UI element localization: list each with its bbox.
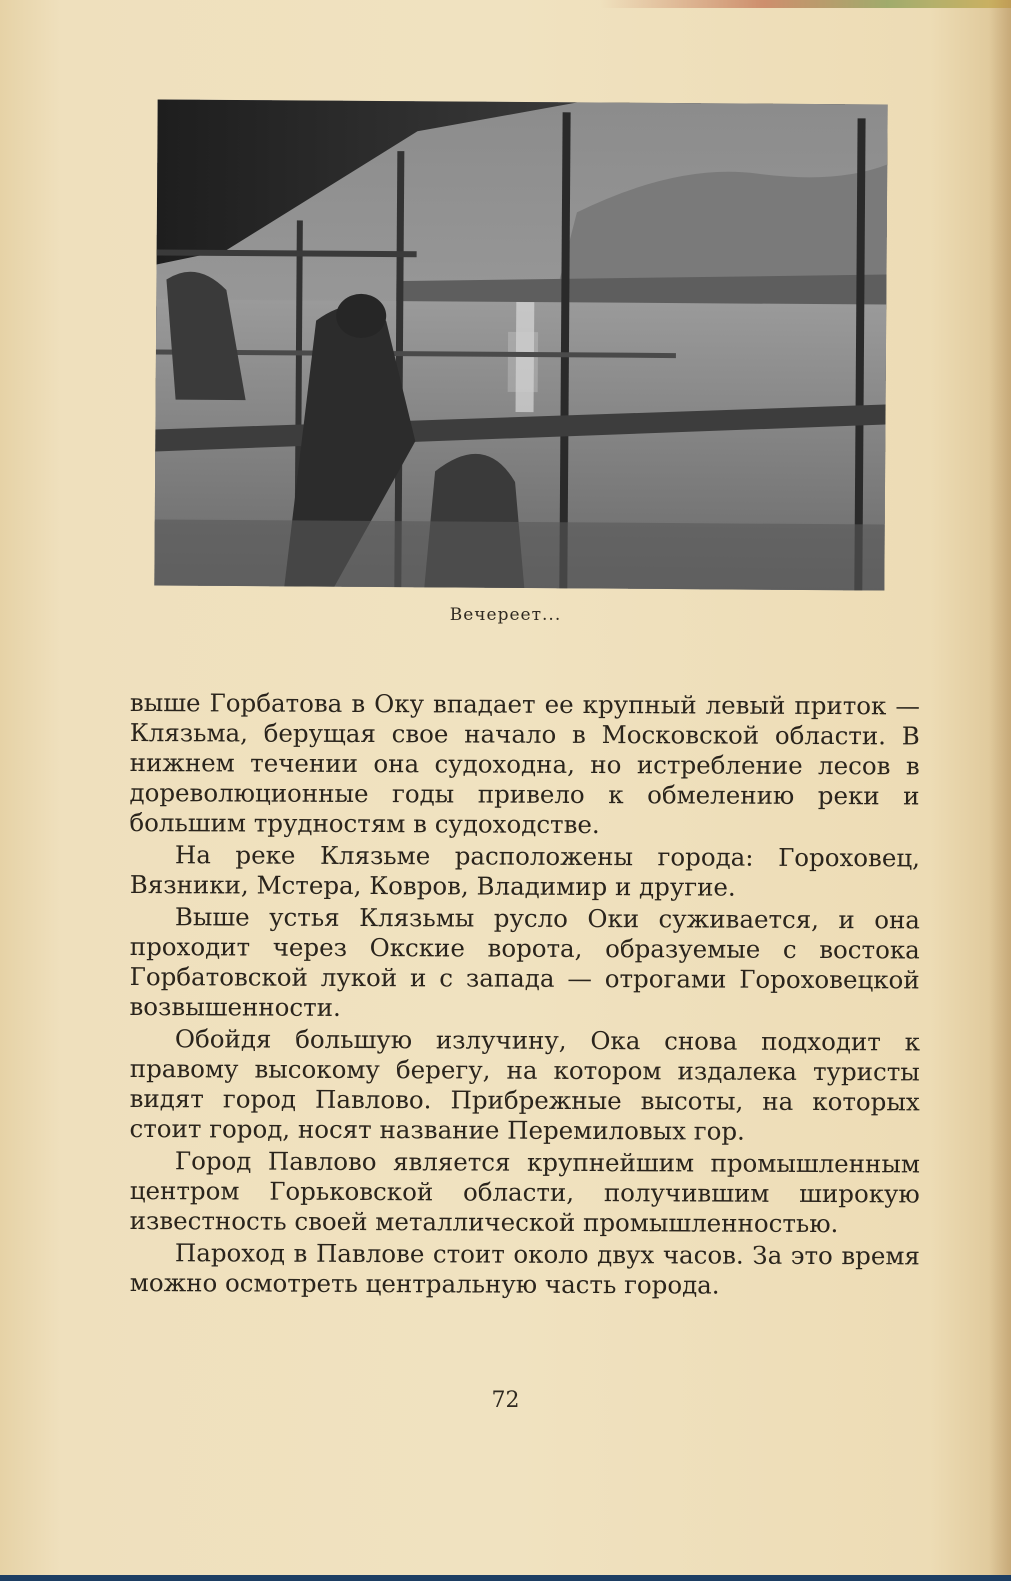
page-edge-shadow	[989, 0, 1011, 1581]
evening-river-photo	[154, 99, 887, 590]
paragraph-3: Выше устья Клязьмы русло Оки суживается, и она проходит через Окские ворота, образуемые с востока Горбатовской лукой и с запада — отрогами Гороховецкой возвышенности.	[129, 902, 920, 1022]
paragraph-1: выше Горбатова в Оку впадает ее крупный левый приток — Клязьма, берущая свое начало в Московской области. В нижнем течении она судоходна, но истребление лесов в дореволюционные годы привело к обмелению реки и большим трудностям в судоходстве.	[129, 688, 920, 840]
paragraph-6: Пароход в Павлове стоит около двух часов. За это время можно осмотреть центральную часть города.	[129, 1238, 920, 1300]
scan-bottom-edge	[0, 1575, 1011, 1581]
photo-caption: Вечереет...	[449, 605, 562, 625]
photo-illustration	[154, 99, 887, 590]
paragraph-5: Город Павлово является крупнейшим промышленным центром Горьковской области, получившим широкую известность своей металлической промышленностью.	[129, 1146, 920, 1239]
body-text	[130, 688, 920, 1298]
page-number: 72	[491, 1388, 520, 1413]
paragraph-2: На реке Клязьме расположены города: Гороховец, Вязники, Мстера, Ковров, Владимир и другие.	[129, 840, 920, 902]
cover-edge-strip	[600, 0, 1011, 8]
paragraph-4: Обойдя большую излучину, Ока снова подходит к правому высокому берегу, на котором издалека туристы видят город Павлово. Прибрежные высоты, на которых стоит город, носят название Перемиловых гор.	[129, 1024, 920, 1146]
